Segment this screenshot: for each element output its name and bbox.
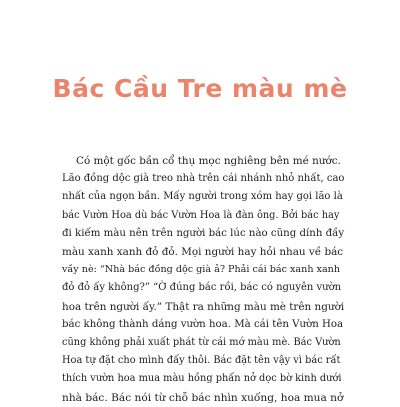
paragraph-line: đỏ đỏ ấy không?” “Ờ đúng bác rồi, bác có nguyên vườn <box>62 282 342 294</box>
paragraph-line: vầy nè: “Nhà bác đồng dộc già ả? Phải cái bác xanh xanh <box>62 264 341 276</box>
paragraph-line: bác Vườn Hoa dù bác Vườn Hoa là đàn ông. Bởi bác hay <box>62 209 340 221</box>
paragraph-line: hoa trên người ấy.” Thật ra những màu mè trên người <box>62 300 345 313</box>
paragraph-line: Lão đồng dộc già treo nhà trên cái nhánh nhỏ nhất, cao <box>62 173 345 185</box>
paragraph-line: cũng không phải xuất phát từ cái mớ màu mè. Bác Vườn <box>62 337 341 349</box>
paragraph-line: bác không thành dáng vườn hoa. Mà cái tên Vườn Hoa <box>62 318 344 330</box>
paragraph-line: Hoa tự đặt cho mình đấy thôi. Bác đặt tên vậy vì bác rất <box>62 355 341 367</box>
paragraph-line: đi kiếm màu nên trên người bác lúc nào cũng dính đầy <box>62 227 345 239</box>
paragraph-line: nhất của ngọn bần. Mấy người trong xóm hay gọi lão là <box>62 191 343 203</box>
paragraph-line: Có một gốc bần cổ thụ mọc nghiêng bên mé nước. <box>76 155 341 167</box>
paragraph-line: màu xanh xanh đỏ đỏ. Mọi người hay hỏi nhau về bác <box>62 246 344 259</box>
paragraph-line: nhà bác. Bác nói từ chỗ bác nhìn xuống, hoa mua nở <box>62 391 344 404</box>
paragraph-line: thích vườn hoa mua màu hồng phấn nở dọc bờ kinh dưới <box>62 373 342 385</box>
story-paragraph <box>62 152 344 407</box>
chapter-title: Bác Cầu Tre màu mè <box>52 74 348 103</box>
